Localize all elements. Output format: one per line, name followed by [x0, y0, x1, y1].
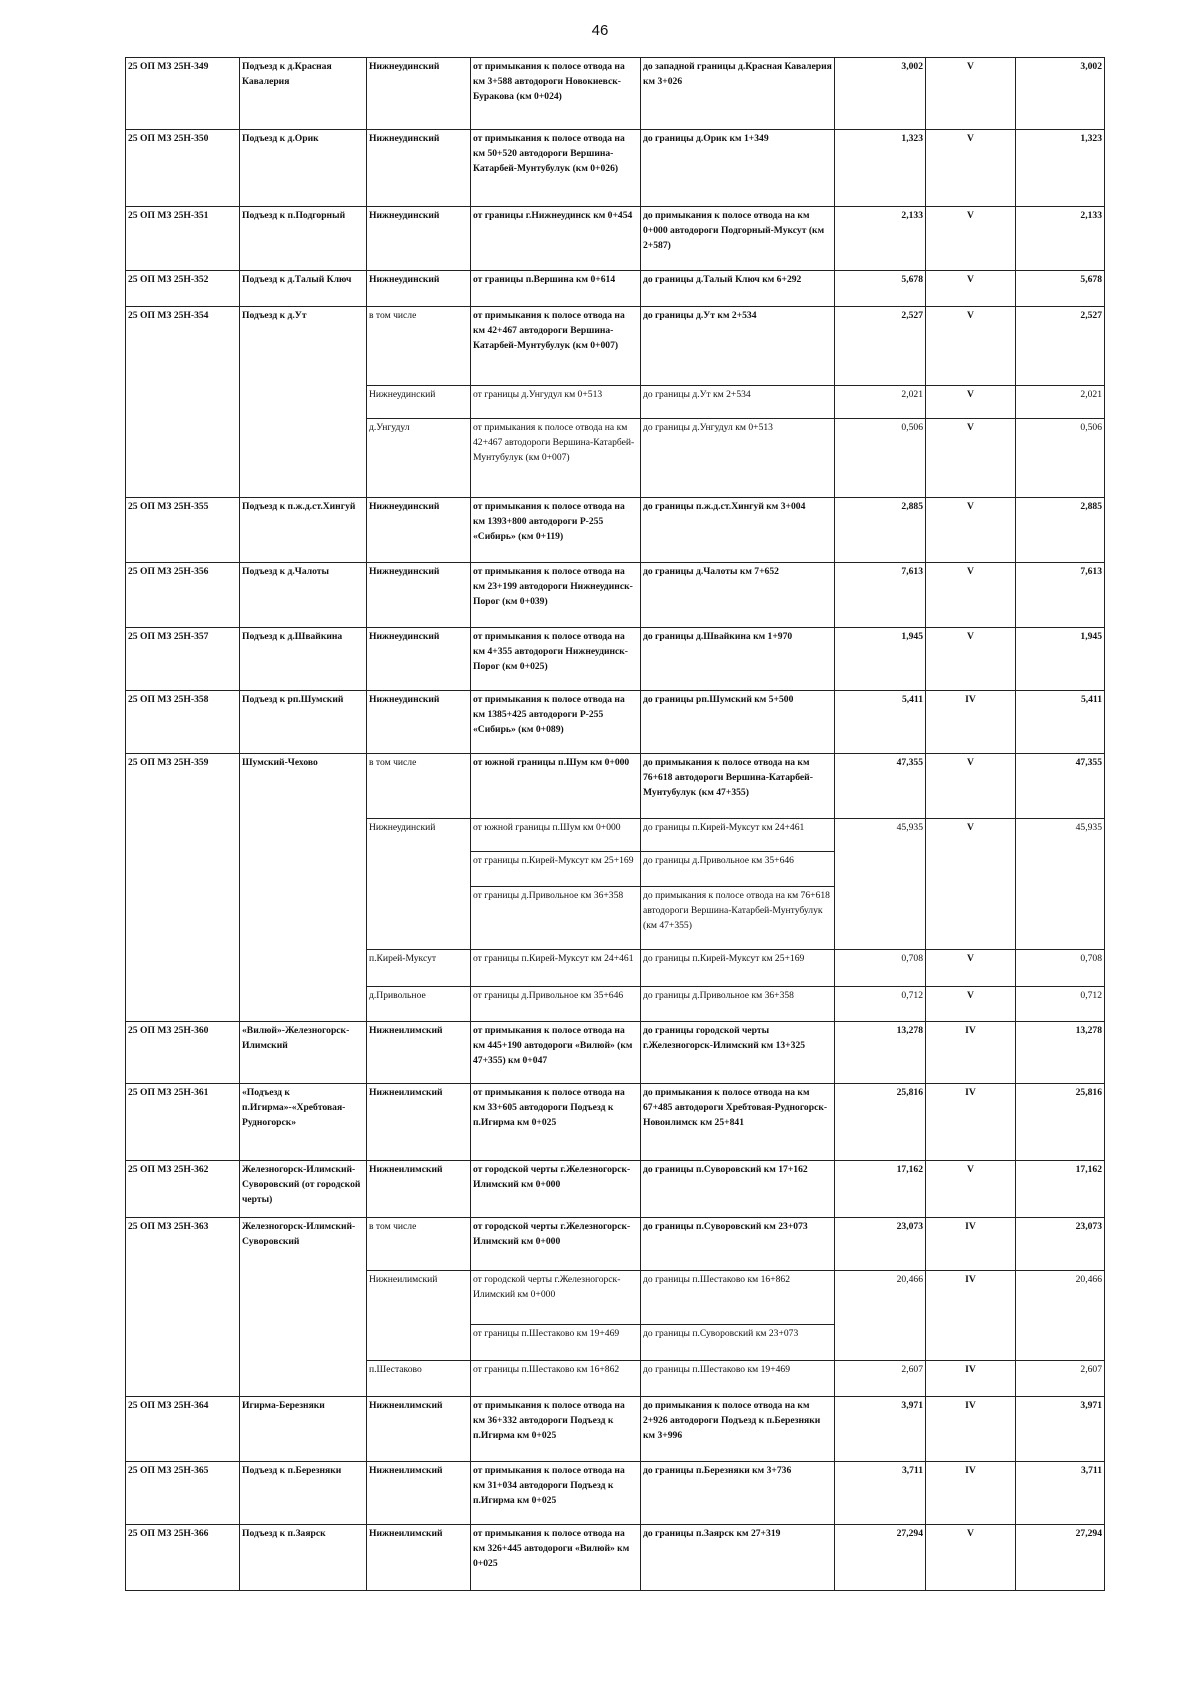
- table-row: [126, 754, 1105, 819]
- road-length: 25,816: [835, 1084, 926, 1161]
- road-category: V: [926, 950, 1016, 987]
- road-from: от примыкания к полосе отвода на км 326+445 автодороги «Вилюй» км 0+025: [471, 1525, 641, 1591]
- road-code: 25 ОП МЗ 25Н-361: [126, 1084, 240, 1161]
- road-category: V: [926, 1525, 1016, 1591]
- page-number: 46: [591, 22, 609, 39]
- road-from: от границы п.Шестаково км 19+469: [471, 1325, 641, 1361]
- road-length: 2,527: [835, 307, 926, 386]
- road-name: Подъезд к п.Березняки: [240, 1462, 367, 1525]
- road-total: 3,711: [1016, 1462, 1105, 1525]
- road-to: до границы п.Шестаково км 19+469: [641, 1361, 835, 1397]
- road-to: до границы д.Орик км 1+349: [641, 130, 835, 207]
- road-from: от южной границы п.Шум км 0+000: [471, 819, 641, 852]
- road-total: 23,073: [1016, 1218, 1105, 1271]
- road-district: Нижнеудинский: [367, 207, 471, 271]
- road-name: Подъезд к п.Заярск: [240, 1525, 367, 1591]
- road-from: от примыкания к полосе отвода на км 36+332 автодороги Подъезд к п.Игирма км 0+025: [471, 1397, 641, 1462]
- road-to: до примыкания к полосе отвода на км 2+926 автодороги Подъезд к п.Березняки км 3+996: [641, 1397, 835, 1462]
- road-category: IV: [926, 1361, 1016, 1397]
- road-from: от границы д.Привольное км 35+646: [471, 987, 641, 1022]
- road-code: 25 ОП МЗ 25Н-365: [126, 1462, 240, 1525]
- road-length: 2,021: [835, 386, 926, 419]
- road-code: 25 ОП МЗ 25Н-366: [126, 1525, 240, 1591]
- road-total: 1,323: [1016, 130, 1105, 207]
- road-length: 13,278: [835, 1022, 926, 1084]
- road-district: д.Привольное: [367, 987, 471, 1022]
- road-district: Нижнеилимский: [367, 1525, 471, 1591]
- road-category: V: [926, 819, 1016, 950]
- road-to: до границы п.Кирей-Муксут км 24+461: [641, 819, 835, 852]
- road-district: Нижнеудинский: [367, 498, 471, 563]
- road-name: Подъезд к рп.Шумский: [240, 691, 367, 754]
- road-length: 47,355: [835, 754, 926, 819]
- table-row: [126, 1161, 1105, 1218]
- road-total: 3,971: [1016, 1397, 1105, 1462]
- road-category: V: [926, 498, 1016, 563]
- table-row: [126, 130, 1105, 207]
- road-code: 25 ОП МЗ 25Н-354: [126, 307, 240, 498]
- roads-table: [125, 57, 1105, 1591]
- road-length: 3,002: [835, 58, 926, 130]
- road-name: Подъезд к д.Талый Ключ: [240, 271, 367, 307]
- road-length: 20,466: [835, 1271, 926, 1361]
- road-from: от городской черты г.Железногорск-Илимский км 0+000: [471, 1161, 641, 1218]
- road-district: Нижнеилимский: [367, 1271, 471, 1361]
- road-district: Нижнеилимский: [367, 1022, 471, 1084]
- road-code: 25 ОП МЗ 25Н-358: [126, 691, 240, 754]
- road-district: Нижнеилимский: [367, 1397, 471, 1462]
- road-district: д.Унгудул: [367, 419, 471, 498]
- road-from: от городской черты г.Железногорск-Илимский км 0+000: [471, 1271, 641, 1325]
- road-from: от южной границы п.Шум км 0+000: [471, 754, 641, 819]
- road-to: до границы д.Ут км 2+534: [641, 307, 835, 386]
- road-name: Подъезд к д.Красная Кавалерия: [240, 58, 367, 130]
- road-to: до границы п.Заярск км 27+319: [641, 1525, 835, 1591]
- road-total: 3,002: [1016, 58, 1105, 130]
- table-row: [126, 498, 1105, 563]
- road-to: до границы д.Талый Ключ км 6+292: [641, 271, 835, 307]
- road-to: до примыкания к полосе отвода на км 67+485 автодороги Хребтовая-Рудногорск-Новоилимск км 25+841: [641, 1084, 835, 1161]
- road-category: V: [926, 563, 1016, 628]
- road-from: от примыкания к полосе отвода на км 31+034 автодороги Подъезд к п.Игирма км 0+025: [471, 1462, 641, 1525]
- road-district: в том числе: [367, 1218, 471, 1271]
- road-to: до границы п.ж.д.ст.Хингуй км 3+004: [641, 498, 835, 563]
- road-from: от границы п.Шестаково км 16+862: [471, 1361, 641, 1397]
- road-name: Подъезд к д.Орик: [240, 130, 367, 207]
- road-from: от примыкания к полосе отвода на км 50+520 автодороги Вершина-Катарбей-Мунтубулук (км 0+026): [471, 130, 641, 207]
- road-code: 25 ОП МЗ 25Н-360: [126, 1022, 240, 1084]
- road-from: от границы п.Кирей-Муксут км 24+461: [471, 950, 641, 987]
- road-category: V: [926, 1161, 1016, 1218]
- road-category: IV: [926, 1022, 1016, 1084]
- road-category: IV: [926, 1397, 1016, 1462]
- road-length: 5,678: [835, 271, 926, 307]
- road-from: от примыкания к полосе отвода на км 4+355 автодороги Нижнеудинск-Порог (км 0+025): [471, 628, 641, 691]
- road-from: от границы п.Вершина км 0+614: [471, 271, 641, 307]
- road-total: 7,613: [1016, 563, 1105, 628]
- road-category: IV: [926, 1084, 1016, 1161]
- table-row: [126, 628, 1105, 691]
- road-to: до границы д.Унгудул км 0+513: [641, 419, 835, 498]
- road-from: от примыкания к полосе отвода на км 1393+800 автодороги Р-255 «Сибирь» (км 0+119): [471, 498, 641, 563]
- road-total: 27,294: [1016, 1525, 1105, 1591]
- road-to: до границы п.Шестаково км 16+862: [641, 1271, 835, 1325]
- road-to: до границы городской черты г.Железногорск-Илимский км 13+325: [641, 1022, 835, 1084]
- road-length: 3,711: [835, 1462, 926, 1525]
- road-code: 25 ОП МЗ 25Н-350: [126, 130, 240, 207]
- road-code: 25 ОП МЗ 25Н-352: [126, 271, 240, 307]
- road-district: Нижнеилимский: [367, 1462, 471, 1525]
- road-code: 25 ОП МЗ 25Н-363: [126, 1218, 240, 1397]
- road-total: 2,885: [1016, 498, 1105, 563]
- road-district: Нижнеилимский: [367, 1084, 471, 1161]
- road-from: от границы п.Кирей-Муксут км 25+169: [471, 852, 641, 887]
- road-to: до границы д.Швайкина км 1+970: [641, 628, 835, 691]
- road-length: 1,323: [835, 130, 926, 207]
- road-name: Железногорск-Илимский-Суворовский (от городской черты): [240, 1161, 367, 1218]
- road-to: до границы п.Кирей-Муксут км 25+169: [641, 950, 835, 987]
- road-category: V: [926, 419, 1016, 498]
- road-category: IV: [926, 691, 1016, 754]
- road-length: 0,506: [835, 419, 926, 498]
- road-category: V: [926, 987, 1016, 1022]
- road-total: 47,355: [1016, 754, 1105, 819]
- road-total: 2,607: [1016, 1361, 1105, 1397]
- table-row: [126, 207, 1105, 271]
- road-length: 2,133: [835, 207, 926, 271]
- table-row: [126, 1084, 1105, 1161]
- table-row: [126, 1397, 1105, 1462]
- road-length: 3,971: [835, 1397, 926, 1462]
- table-row: [126, 1462, 1105, 1525]
- road-district: Нижнеудинский: [367, 563, 471, 628]
- road-name: Подъезд к д.Ут: [240, 307, 367, 498]
- road-name: «Подъезд к п.Игирма»-«Хребтовая-Рудногорск»: [240, 1084, 367, 1161]
- road-from: от примыкания к полосе отвода на км 42+467 автодороги Вершина-Катарбей-Мунтубулук (км 0+007): [471, 419, 641, 498]
- road-category: V: [926, 207, 1016, 271]
- road-from: от примыкания к полосе отвода на км 42+467 автодороги Вершина-Катарбей-Мунтубулук (км 0+007): [471, 307, 641, 386]
- road-length: 0,712: [835, 987, 926, 1022]
- road-name: Игирма-Березняки: [240, 1397, 367, 1462]
- road-length: 0,708: [835, 950, 926, 987]
- road-category: V: [926, 754, 1016, 819]
- road-name: Железногорск-Илимский-Суворовский: [240, 1218, 367, 1397]
- road-length: 27,294: [835, 1525, 926, 1591]
- road-code: 25 ОП МЗ 25Н-357: [126, 628, 240, 691]
- road-from: от примыкания к полосе отвода на км 33+605 автодороги Подъезд к п.Игирма км 0+025: [471, 1084, 641, 1161]
- road-district: Нижнеилимский: [367, 1161, 471, 1218]
- road-name: Подъезд к д.Швайкина: [240, 628, 367, 691]
- road-to: до примыкания к полосе отвода на км 76+618 автодороги Вершина-Катарбей-Мунтубулук (км 47+355): [641, 887, 835, 950]
- road-district: Нижнеудинский: [367, 628, 471, 691]
- table-row: [126, 307, 1105, 386]
- road-district: Нижнеудинский: [367, 691, 471, 754]
- road-name: Шумский-Чехово: [240, 754, 367, 1022]
- road-district: Нижнеудинский: [367, 271, 471, 307]
- road-to: до границы п.Суворовский км 17+162: [641, 1161, 835, 1218]
- road-from: от границы д.Унгудул км 0+513: [471, 386, 641, 419]
- road-length: 17,162: [835, 1161, 926, 1218]
- road-district: Нижнеудинский: [367, 58, 471, 130]
- road-to: до границы п.Суворовский км 23+073: [641, 1218, 835, 1271]
- road-total: 0,712: [1016, 987, 1105, 1022]
- road-code: 25 ОП МЗ 25Н-359: [126, 754, 240, 1022]
- road-total: 25,816: [1016, 1084, 1105, 1161]
- road-to: до границы д.Чалоты км 7+652: [641, 563, 835, 628]
- table-row: [126, 1218, 1105, 1271]
- road-length: 5,411: [835, 691, 926, 754]
- table-row: [126, 563, 1105, 628]
- road-to: до западной границы д.Красная Кавалерия км 3+026: [641, 58, 835, 130]
- road-category: IV: [926, 1218, 1016, 1271]
- road-to: до границы д.Привольное км 36+358: [641, 987, 835, 1022]
- road-total: 2,133: [1016, 207, 1105, 271]
- road-code: 25 ОП МЗ 25Н-351: [126, 207, 240, 271]
- road-total: 0,506: [1016, 419, 1105, 498]
- road-to: до границы д.Ут км 2+534: [641, 386, 835, 419]
- table-row: [126, 691, 1105, 754]
- road-category: V: [926, 58, 1016, 130]
- road-category: V: [926, 628, 1016, 691]
- road-district: п.Шестаково: [367, 1361, 471, 1397]
- road-from: от городской черты г.Железногорск-Илимский км 0+000: [471, 1218, 641, 1271]
- road-from: от границы д.Привольное км 36+358: [471, 887, 641, 950]
- road-category: V: [926, 271, 1016, 307]
- road-category: IV: [926, 1271, 1016, 1361]
- road-from: от примыкания к полосе отвода на км 445+190 автодороги «Вилюй» (км 47+355) км 0+047: [471, 1022, 641, 1084]
- road-total: 20,466: [1016, 1271, 1105, 1361]
- road-total: 5,678: [1016, 271, 1105, 307]
- table-row: [126, 58, 1105, 130]
- road-total: 1,945: [1016, 628, 1105, 691]
- road-length: 45,935: [835, 819, 926, 950]
- road-to: до границы рп.Шумский км 5+500: [641, 691, 835, 754]
- road-length: 2,885: [835, 498, 926, 563]
- road-district: п.Кирей-Муксут: [367, 950, 471, 987]
- road-district: Нижнеудинский: [367, 819, 471, 950]
- road-to: до примыкания к полосе отвода на км 76+618 автодороги Вершина-Катарбей-Мунтубулук (км 47+355): [641, 754, 835, 819]
- road-from: от примыкания к полосе отвода на км 3+588 автодороги Новокиевск-Буракова (км 0+024): [471, 58, 641, 130]
- road-total: 45,935: [1016, 819, 1105, 950]
- road-from: от границы г.Нижнеудинск км 0+454: [471, 207, 641, 271]
- road-code: 25 ОП МЗ 25Н-364: [126, 1397, 240, 1462]
- road-total: 2,527: [1016, 307, 1105, 386]
- road-district: Нижнеудинский: [367, 130, 471, 207]
- road-district: в том числе: [367, 754, 471, 819]
- road-from: от примыкания к полосе отвода на км 1385+425 автодороги Р-255 «Сибирь» (км 0+089): [471, 691, 641, 754]
- road-name: Подъезд к п.Подгорный: [240, 207, 367, 271]
- road-total: 5,411: [1016, 691, 1105, 754]
- road-district: в том числе: [367, 307, 471, 386]
- road-code: 25 ОП МЗ 25Н-356: [126, 563, 240, 628]
- road-length: 23,073: [835, 1218, 926, 1271]
- road-length: 2,607: [835, 1361, 926, 1397]
- table-row: [126, 1022, 1105, 1084]
- road-name: Подъезд к д.Чалоты: [240, 563, 367, 628]
- road-category: IV: [926, 1462, 1016, 1525]
- road-length: 1,945: [835, 628, 926, 691]
- road-total: 0,708: [1016, 950, 1105, 987]
- road-total: 2,021: [1016, 386, 1105, 419]
- road-name: «Вилюй»-Железногорск-Илимский: [240, 1022, 367, 1084]
- road-to: до границы п.Березняки км 3+736: [641, 1462, 835, 1525]
- road-category: V: [926, 386, 1016, 419]
- road-to: до примыкания к полосе отвода на км 0+000 автодороги Подгорный-Муксут (км 2+587): [641, 207, 835, 271]
- road-name: Подъезд к п.ж.д.ст.Хингуй: [240, 498, 367, 563]
- road-code: 25 ОП МЗ 25Н-355: [126, 498, 240, 563]
- road-category: V: [926, 307, 1016, 386]
- road-from: от примыкания к полосе отвода на км 23+199 автодороги Нижнеудинск-Порог (км 0+039): [471, 563, 641, 628]
- table-row: [126, 271, 1105, 307]
- road-to: до границы д.Привольное км 35+646: [641, 852, 835, 887]
- road-length: 7,613: [835, 563, 926, 628]
- road-code: 25 ОП МЗ 25Н-349: [126, 58, 240, 130]
- road-total: 13,278: [1016, 1022, 1105, 1084]
- road-code: 25 ОП МЗ 25Н-362: [126, 1161, 240, 1218]
- road-total: 17,162: [1016, 1161, 1105, 1218]
- road-district: Нижнеудинский: [367, 386, 471, 419]
- road-to: до границы п.Суворовский км 23+073: [641, 1325, 835, 1361]
- table-row: [126, 1525, 1105, 1591]
- road-category: V: [926, 130, 1016, 207]
